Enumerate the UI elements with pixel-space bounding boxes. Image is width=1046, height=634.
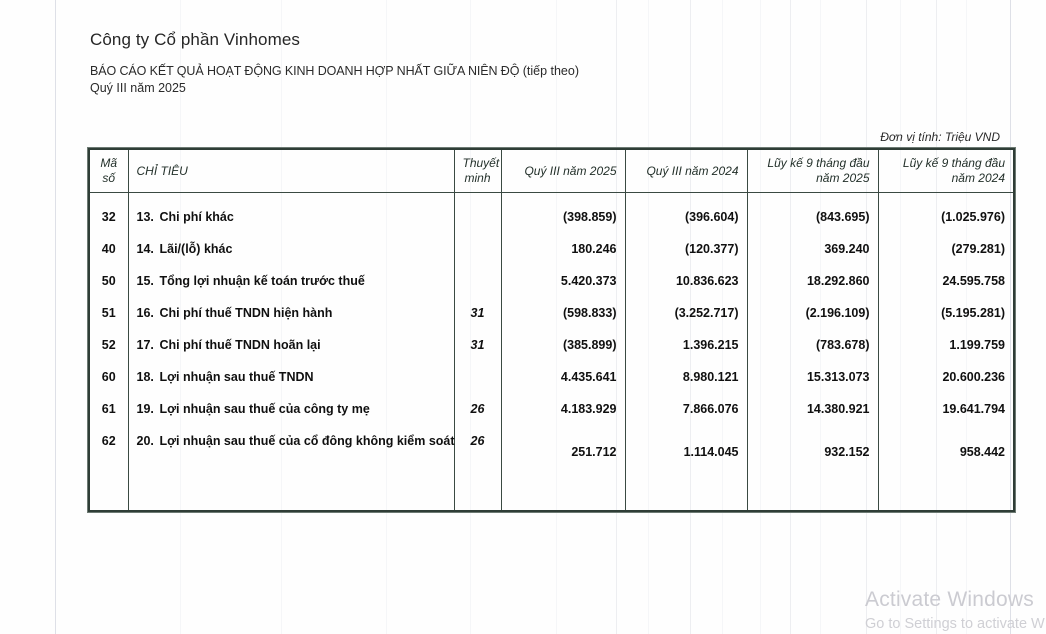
company-name: Công ty Cổ phần Vinhomes (90, 30, 300, 49)
row-q3-2025: 251.712 (501, 425, 625, 480)
row-label (128, 297, 454, 329)
row-ytd-2025: (2.196.109) (747, 297, 878, 329)
table-row (89, 329, 1014, 361)
row-code: 61 (89, 393, 128, 425)
row-q3-2025: 4.183.929 (501, 393, 625, 425)
column-header-ytd-2025-line2: năm 2025 (816, 171, 870, 185)
table-header (89, 149, 1014, 193)
filler-cell (501, 480, 625, 511)
column-header-note-line2: minh (464, 171, 491, 185)
row-label (128, 361, 454, 393)
row-label (128, 265, 454, 297)
row-code: 40 (89, 233, 128, 265)
row-label (128, 233, 454, 265)
document-header (90, 30, 579, 95)
row-index: 20. (136, 434, 154, 448)
row-ytd-2025: (843.695) (747, 193, 878, 234)
report-title-suffix: (tiếp theo) (522, 64, 579, 78)
table-row (89, 361, 1014, 393)
table-filler-row (89, 480, 1014, 511)
row-q3-2024: (396.604) (625, 193, 747, 234)
column-header-code-line1: Mã (100, 156, 118, 170)
row-ytd-2024: 958.442 (878, 425, 1014, 480)
table-row (89, 425, 1014, 480)
column-header-indicator: CHỈ TIÊU (128, 149, 454, 193)
column-header-ytd-2024-line2: năm 2024 (951, 171, 1005, 185)
row-ytd-2024: 1.199.759 (878, 329, 1014, 361)
row-code: 60 (89, 361, 128, 393)
column-header-ytd-2025-line1: Lũy kế 9 tháng đầu (767, 156, 870, 170)
row-label-text: Chi phí thuế TNDN hoãn lại (159, 338, 321, 352)
table-header-row (89, 149, 1014, 193)
column-header-q3-2025: Quý III năm 2025 (501, 149, 625, 193)
column-header-ytd-2025 (747, 149, 878, 193)
column-header-code-line2: số (102, 171, 116, 185)
row-label-text: Chi phí khác (159, 210, 234, 224)
table-body (89, 193, 1014, 512)
table-row (89, 265, 1014, 297)
row-note: 31 (454, 329, 501, 361)
row-ytd-2025: 369.240 (747, 233, 878, 265)
row-q3-2025: (598.833) (501, 297, 625, 329)
table-row (89, 297, 1014, 329)
row-code: 62 (89, 425, 128, 480)
row-index: 19. (136, 402, 154, 416)
column-header-note (454, 149, 501, 193)
row-code: 52 (89, 329, 128, 361)
row-label (128, 193, 454, 234)
row-q3-2024: (120.377) (625, 233, 747, 265)
row-note: 26 (454, 425, 501, 480)
column-header-ytd-2024 (878, 149, 1014, 193)
row-ytd-2024: (279.281) (878, 233, 1014, 265)
row-label (128, 425, 454, 480)
report-title (90, 64, 579, 78)
table-row (89, 393, 1014, 425)
column-header-note-line1: Thuyết (462, 156, 500, 170)
row-label-text: Lợi nhuận sau thuế của cổ đông không kiểm soát (159, 434, 455, 448)
column-header-q3-2024: Quý III năm 2024 (625, 149, 747, 193)
row-index: 14. (136, 242, 154, 256)
watermark-title: Activate Windows (865, 588, 1034, 611)
row-ytd-2025: 18.292.860 (747, 265, 878, 297)
row-q3-2025: (398.859) (501, 193, 625, 234)
row-q3-2024: 7.866.076 (625, 393, 747, 425)
row-label-text: Lợi nhuận sau thuế của công ty mẹ (159, 402, 370, 416)
row-note (454, 265, 501, 297)
row-code: 50 (89, 265, 128, 297)
row-ytd-2024: (5.195.281) (878, 297, 1014, 329)
column-header-code (89, 149, 128, 193)
filler-cell (454, 480, 501, 511)
row-note (454, 361, 501, 393)
row-ytd-2025: 14.380.921 (747, 393, 878, 425)
row-label-text: Lãi/(lỗ) khác (159, 242, 233, 256)
row-q3-2025: 4.435.641 (501, 361, 625, 393)
row-label-text: Lợi nhuận sau thuế TNDN (159, 370, 314, 384)
row-note (454, 233, 501, 265)
table-row (89, 233, 1014, 265)
row-q3-2025: (385.899) (501, 329, 625, 361)
row-note: 26 (454, 393, 501, 425)
row-ytd-2025: 932.152 (747, 425, 878, 480)
filler-cell (625, 480, 747, 511)
row-index: 15. (136, 274, 154, 288)
row-ytd-2024: 24.595.758 (878, 265, 1014, 297)
row-note: 31 (454, 297, 501, 329)
row-note (454, 193, 501, 234)
filler-cell (128, 480, 454, 511)
row-label (128, 393, 454, 425)
row-ytd-2025: 15.313.073 (747, 361, 878, 393)
row-label (128, 329, 454, 361)
row-ytd-2024: 20.600.236 (878, 361, 1014, 393)
row-ytd-2025: (783.678) (747, 329, 878, 361)
row-index: 18. (136, 370, 154, 384)
row-index: 17. (136, 338, 154, 352)
row-q3-2024: 10.836.623 (625, 265, 747, 297)
row-q3-2024: 1.114.045 (625, 425, 747, 480)
row-label-text: Chi phí thuế TNDN hiện hành (159, 306, 333, 320)
row-q3-2024: 8.980.121 (625, 361, 747, 393)
row-ytd-2024: 19.641.794 (878, 393, 1014, 425)
filler-cell (89, 480, 128, 511)
watermark-subtitle: Go to Settings to activate W (865, 616, 1045, 633)
financial-table (88, 148, 1015, 512)
column-header-ytd-2024-line1: Lũy kế 9 tháng đầu (902, 156, 1005, 170)
row-index: 16. (136, 306, 154, 320)
row-q3-2024: (3.252.717) (625, 297, 747, 329)
report-period: Quý III năm 2025 (90, 81, 186, 95)
row-q3-2025: 180.246 (501, 233, 625, 265)
row-ytd-2024: (1.025.976) (878, 193, 1014, 234)
unit-note: Đơn vị tính: Triệu VND (880, 130, 1000, 144)
row-index: 13. (136, 210, 154, 224)
filler-cell (747, 480, 878, 511)
row-code: 32 (89, 193, 128, 234)
row-q3-2024: 1.396.215 (625, 329, 747, 361)
windows-activation-watermark (865, 588, 1045, 632)
row-q3-2025: 5.420.373 (501, 265, 625, 297)
row-code: 51 (89, 297, 128, 329)
report-title-main: BÁO CÁO KẾT QUẢ HOẠT ĐỘNG KINH DOANH HỢP NHẤT GIỮA NIÊN ĐỘ (90, 64, 520, 78)
row-label-text: Tổng lợi nhuận kế toán trước thuế (159, 274, 365, 288)
filler-cell (878, 480, 1014, 511)
financial-table-container (88, 148, 1013, 493)
table-row (89, 193, 1014, 234)
